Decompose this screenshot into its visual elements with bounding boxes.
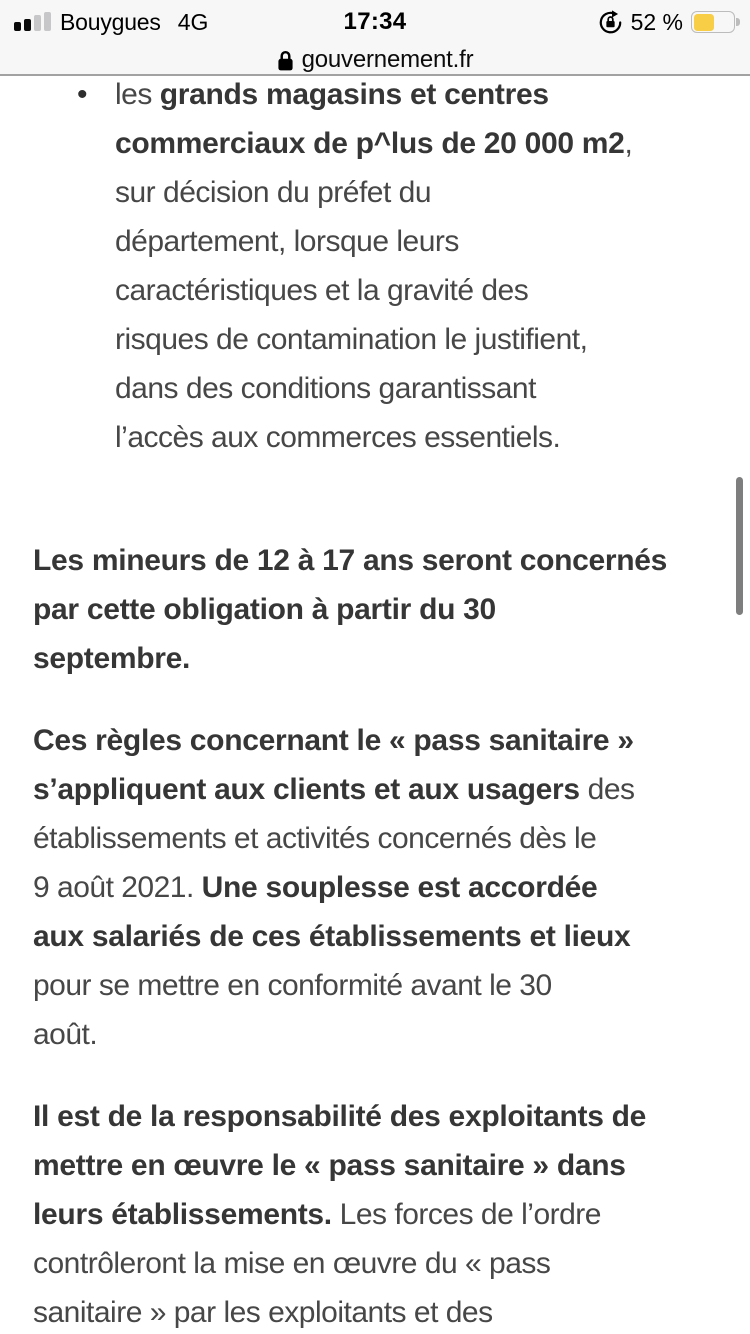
text-line: commerciaux de p^lus de 20 000 m2,	[115, 127, 633, 160]
url-bar[interactable]	[0, 44, 750, 76]
text-line: leurs établissements. Les forces de l’ordre	[33, 1198, 601, 1231]
battery-percent-label: 52 %	[630, 8, 683, 35]
text-line: Les mineurs de 12 à 17 ans seront concernés	[33, 544, 668, 577]
text-line: par cette obligation à partir du 30	[33, 593, 496, 626]
text-line: septembre.	[33, 642, 191, 675]
https-lock-icon	[277, 49, 294, 72]
web-content	[0, 78, 750, 1334]
network-type-label: 4G	[177, 8, 209, 35]
article-text	[0, 78, 750, 1334]
battery-icon	[691, 11, 735, 33]
bullet-list	[33, 78, 717, 462]
text-line: pour se mettre en conformité avant le 30	[33, 969, 552, 1002]
text-line: département, lorsque leurs	[115, 225, 459, 258]
text-line: sanitaire » par les exploitants et des	[33, 1296, 493, 1329]
text-line: les grands magasins et centres	[115, 78, 549, 111]
scrollbar-thumb[interactable]	[736, 477, 743, 615]
text-line: sur décision du préfet du	[115, 176, 432, 209]
text-line: établissements et activités concernés dès le	[33, 822, 597, 855]
text-line: août.	[33, 1018, 98, 1051]
text-line: Il est de la responsabilité des exploitants de	[33, 1100, 647, 1133]
text-line: caractéristiques et la gravité des	[115, 274, 529, 307]
clock-label: 17:34	[343, 8, 407, 35]
text-line: dans des conditions garantissant	[115, 372, 536, 405]
paragraph	[33, 536, 717, 683]
text-line: contrôleront la mise en œuvre du « pass	[33, 1247, 551, 1280]
rotation-lock-icon	[598, 10, 623, 35]
browser-header	[0, 0, 750, 76]
text-line: risques de contamination le justifient,	[115, 323, 588, 356]
bullet-marker: •	[77, 78, 88, 111]
status-bar	[0, 0, 750, 44]
text-line: 9 août 2021. Une souplesse est accordée	[33, 871, 598, 904]
paragraph	[33, 1092, 717, 1334]
list-item	[33, 78, 717, 462]
carrier-label: Bouygues	[60, 8, 161, 35]
url-domain-label: gouvernement.fr	[301, 46, 474, 73]
text-line: aux salariés de ces établissements et lieux	[33, 920, 631, 953]
text-line: Ces règles concernant le « pass sanitaire »	[33, 724, 634, 757]
paragraph	[33, 716, 717, 1059]
text-line: l’accès aux commerces essentiels.	[115, 421, 561, 454]
text-line: mettre en œuvre le « pass sanitaire » dans	[33, 1149, 626, 1182]
text-line: s’appliquent aux clients et aux usagers des	[33, 773, 635, 806]
